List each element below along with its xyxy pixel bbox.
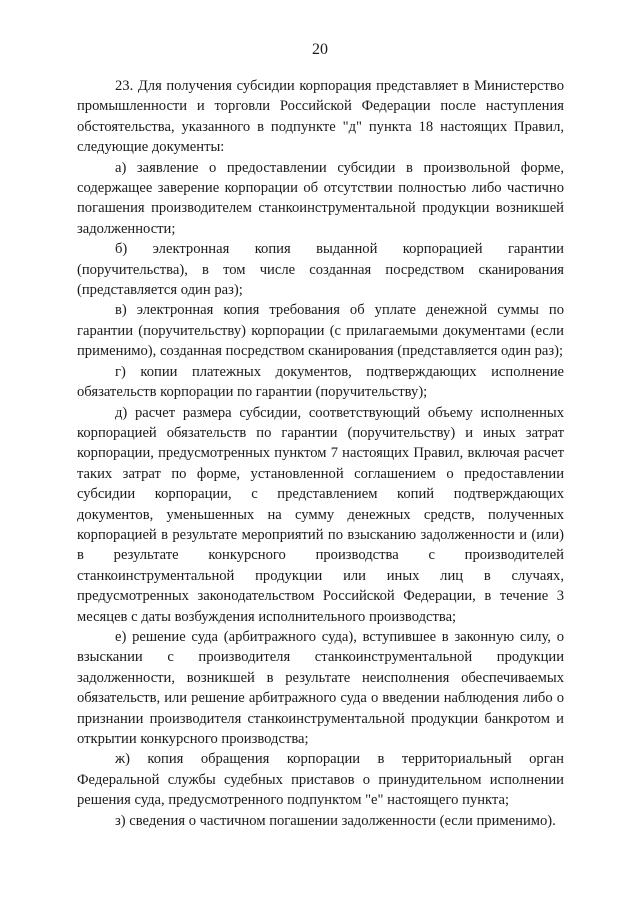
document-body bbox=[77, 76, 564, 831]
paragraph-item-b: б) электронная копия выданной корпорацией гарантии (поручительства), в том числе созданная посредством сканирования (представляется один раз); bbox=[77, 241, 564, 299]
paragraph-clause-23: 23. Для получения субсидии корпорация представляет в Министерство промышленности и торговли Российской Федерации после наступления обстоятельства, указанного в подпункте "д" пункта 18 настоящих Правил, следующие документы: bbox=[77, 78, 564, 156]
paragraph-item-v: в) электронная копия требования об уплате денежной суммы по гарантии (поручительству) корпорации (с прилагаемыми документами (если применимо), созданная посредством сканирования (представляется один раз); bbox=[77, 302, 564, 360]
page-number: 20 bbox=[312, 41, 328, 58]
paragraph-item-z: з) сведения о частичном погашении задолженности (если применимо). bbox=[115, 812, 556, 829]
paragraph-item-zh: ж) копия обращения корпорации в территориальный орган Федеральной службы судебных приставов о принудительном исполнении решения суда, предусмотренного подпунктом "е" настоящего пункта; bbox=[77, 751, 564, 809]
paragraph-item-a: а) заявление о предоставлении субсидии в произвольной форме, содержащее заверение корпорации об отсутствии полностью либо частично погашения производителем станкоинструментальной продукции возникшей задолженности; bbox=[77, 159, 564, 237]
paragraph-item-e: е) решение суда (арбитражного суда), вступившее в законную силу, о взыскании с производителя станкоинструментальной продукции задолженности, возникшей в результате неисполнения обеспечиваемых обязательств, или решение арбитражного суда о введении наблюдения либо о признании производителя станкоинструментальной продукции банкротом и открытии конкурсного производства; bbox=[77, 628, 564, 747]
paragraph-item-d: д) расчет размера субсидии, соответствующий объему исполненных корпорацией обязательств по гарантии (поручительству) и иных затрат корпорации, предусмотренных пунктом 7 настоящих Правил, включая расчет таких затрат по форме, установленной соглашением о предоставлении субсидии корпорации, с представлением копий подтверждающих документов, уменьшенных на сумму денежных средств, полученных корпорацией в результате мероприятий по взысканию задолженности и (или) в результате конкурсного производства с производителей станкоинструментальной продукции или иных лиц в случаях, предусмотренных законодательством Российской Федерации, в течение 3 месяцев с даты возбуждения исполнительного производства; bbox=[77, 404, 564, 625]
paragraph-item-g: г) копии платежных документов, подтверждающих исполнение обязательств корпорации по гарантии (поручительству); bbox=[77, 363, 564, 401]
